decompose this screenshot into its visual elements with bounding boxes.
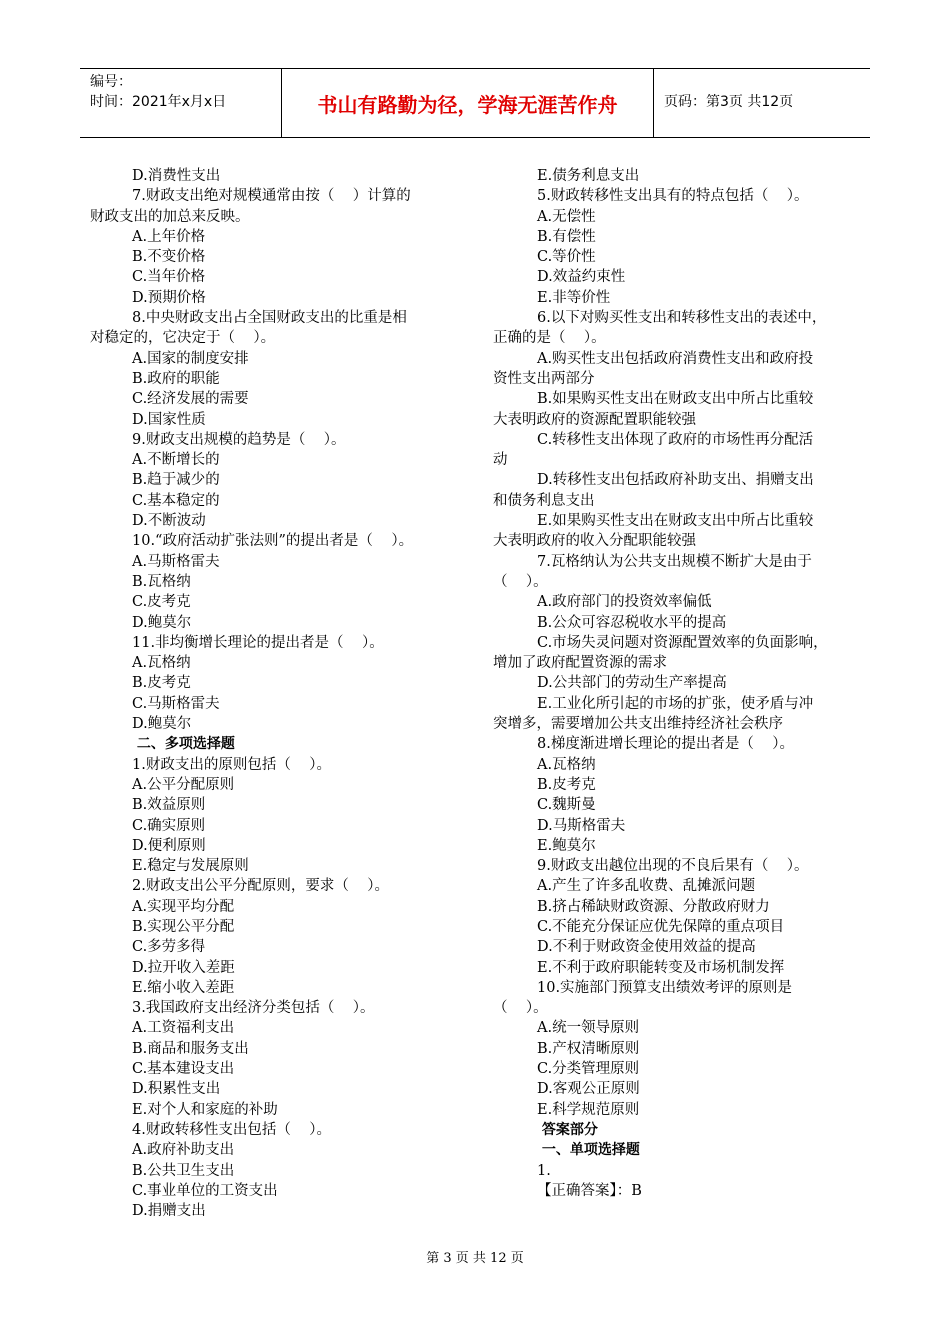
text-line: 对稳定的，它决定于（ ）。: [90, 330, 276, 347]
text-line: E.不利于政府职能转变及市场机制发挥: [537, 959, 785, 976]
text-line: A.无偿性: [537, 208, 596, 225]
text-line: C.魏斯曼: [537, 797, 596, 814]
text-line: 【正确答案】：B: [537, 1182, 642, 1199]
text-line: 二、多项选择题: [132, 736, 235, 753]
text-line: D.客观公正原则: [537, 1081, 640, 1098]
text-line: B.效益原则: [132, 797, 206, 814]
text-line: A.不断增长的: [132, 452, 220, 469]
text-line: B.皮考克: [537, 776, 596, 793]
text-line: 7.财政支出绝对规模通常由按（ ）计算的: [132, 188, 411, 205]
text-line: 8.中央财政支出占全国财政支出的比重是相: [132, 310, 407, 327]
text-line: D.鲍莫尔: [132, 614, 192, 631]
text-line: B.公众可容忍税收水平的提高: [537, 614, 727, 631]
text-line: D.便利原则: [132, 837, 206, 854]
header-divider: [653, 69, 654, 137]
text-line: D.转移性支出包括政府补助支出、捐赠支出: [537, 472, 814, 489]
text-line: D.不断波动: [132, 513, 206, 530]
text-line: 1.: [537, 1162, 551, 1179]
text-line: A.统一领导原则: [537, 1020, 640, 1037]
text-line: 突增多，需要增加公共支出维持经济社会秩序: [493, 716, 783, 733]
text-line: B.瓦格纳: [132, 573, 191, 590]
text-line: （ ）。: [493, 573, 548, 590]
text-line: D.消费性支出: [132, 168, 221, 184]
text-line: 大表明政府的资源配置职能较强: [493, 411, 696, 428]
text-line: E.科学规范原则: [537, 1101, 640, 1118]
text-line: D.预期价格: [132, 289, 206, 306]
text-line: A.国家的制度安排: [132, 350, 249, 367]
text-line: 5.财政转移性支出具有的特点包括（ ）。: [537, 188, 809, 205]
text-line: B.如果购买性支出在财政支出中所占比重较: [537, 391, 814, 408]
text-line: 正确的是（ ）。: [493, 330, 606, 347]
text-line: C.当年价格: [132, 269, 206, 286]
text-line: 9.财政支出规模的趋势是（ ）。: [132, 431, 346, 448]
text-line: E.工业化所引起的市场的扩张，使矛盾与冲: [537, 695, 814, 712]
text-line: A.马斯格雷夫: [132, 553, 220, 570]
text-line: A.实现平均分配: [132, 898, 235, 915]
text-line: C.基本建设支出: [132, 1061, 235, 1078]
text-line: 和债务利息支出: [493, 492, 595, 509]
text-line: C.经济发展的需要: [132, 391, 249, 408]
text-line: C.分类管理原则: [537, 1061, 640, 1078]
text-line: 2.财政支出公平分配原则，要求（ ）。: [132, 878, 390, 895]
text-line: C.皮考克: [132, 594, 191, 611]
text-line: E.如果购买性支出在财政支出中所占比重较: [537, 513, 814, 530]
date-label: 时间：2021年x月x日: [90, 94, 227, 110]
text-line: 增加了政府配置资源的需求: [493, 655, 667, 672]
right-column: [493, 166, 863, 1201]
text-line: 7.瓦格纳认为公共支出规模不断扩大是由于: [537, 553, 812, 570]
text-line: C.不能充分保证应优先保障的重点项目: [537, 918, 785, 935]
text-line: A.政府部门的投资效率偏低: [537, 594, 712, 611]
text-line: E.债务利息支出: [537, 168, 640, 184]
text-line: E.缩小收入差距: [132, 979, 235, 996]
text-line: B.政府的职能: [132, 370, 220, 387]
text-line: A.工资福利支出: [132, 1020, 235, 1037]
text-line: 一、单项选择题: [537, 1142, 640, 1159]
text-line: 4.财政转移性支出包括（ ）。: [132, 1121, 332, 1138]
text-line: 1.财政支出的原则包括（ ）。: [132, 756, 332, 773]
text-line: E.非等价性: [537, 289, 611, 306]
text-line: 10.实施部门预算支出绩效考评的原则是: [537, 979, 793, 996]
text-line: D.公共部门的劳动生产率提高: [537, 675, 727, 692]
text-line: D.积累性支出: [132, 1081, 221, 1098]
text-line: C.多劳多得: [132, 939, 206, 956]
text-line: D.不利于财政资金使用效益的提高: [537, 939, 756, 956]
text-line: D.效益约束性: [537, 269, 626, 286]
text-line: A.公平分配原则: [132, 776, 235, 793]
text-line: A.瓦格纳: [132, 655, 191, 672]
text-line: A.政府补助支出: [132, 1142, 235, 1159]
text-line: 资性支出两部分: [493, 370, 595, 387]
text-line: D.拉开收入差距: [132, 959, 235, 976]
text-line: A.产生了许多乱收费、乱摊派问题: [537, 878, 756, 895]
text-line: B.皮考克: [132, 675, 191, 692]
text-line: B.挤占稀缺财政资源、分散政府财力: [537, 898, 770, 915]
text-line: （ ）。: [493, 1000, 548, 1017]
number-label: 编号：: [90, 74, 132, 90]
text-line: D.捐赠支出: [132, 1203, 206, 1220]
left-column: [90, 166, 462, 1221]
text-line: B.有偿性: [537, 228, 596, 245]
text-line: B.产权清晰原则: [537, 1040, 640, 1057]
text-line: C.市场失灵问题对资源配置效率的负面影响，: [537, 634, 828, 651]
text-line: B.实现公平分配: [132, 918, 235, 935]
text-line: 3.我国政府支出经济分类包括（ ）。: [132, 1000, 375, 1017]
text-line: C.确实原则: [132, 817, 206, 834]
text-line: E.稳定与发展原则: [132, 858, 249, 875]
text-line: A.瓦格纳: [537, 756, 596, 773]
text-line: 6.以下对购买性支出和转移性支出的表述中，: [537, 310, 827, 327]
text-line: 9.财政支出越位出现的不良后果有（ ）。: [537, 858, 809, 875]
text-line: C.基本稳定的: [132, 492, 220, 509]
page-header: [80, 68, 870, 138]
text-line: C.转移性支出体现了政府的市场性再分配活: [537, 431, 814, 448]
text-line: C.事业单位的工资支出: [132, 1182, 278, 1199]
text-line: 财政支出的加总来反映。: [90, 208, 250, 225]
text-line: B.不变价格: [132, 249, 206, 266]
header-meta: [90, 72, 226, 112]
text-line: 11.非均衡增长理论的提出者是（ ）。: [132, 634, 384, 651]
text-line: A.上年价格: [132, 228, 206, 245]
header-motto: 书山有路勤为径，学海无涯苦作舟: [317, 92, 618, 117]
text-line: E.对个人和家庭的补助: [132, 1101, 278, 1118]
text-line: 8.梯度渐进增长理论的提出者是（ ）。: [537, 736, 795, 753]
text-line: B.商品和服务支出: [132, 1040, 249, 1057]
text-line: C.马斯格雷夫: [132, 695, 220, 712]
text-line: 动: [493, 452, 508, 469]
text-line: D.国家性质: [132, 411, 206, 428]
text-line: D.鲍莫尔: [132, 716, 192, 733]
text-line: 答案部分: [537, 1121, 598, 1138]
text-line: B.公共卫生支出: [132, 1162, 235, 1179]
text-line: 大表明政府的收入分配职能较强: [493, 533, 696, 550]
text-line: A.购买性支出包括政府消费性支出和政府投: [537, 350, 814, 367]
header-page-info: 页码：第3页 共12页: [664, 94, 794, 110]
text-line: C.等价性: [537, 249, 596, 266]
text-line: B.趋于减少的: [132, 472, 220, 489]
text-line: 10.“政府活动扩张法则”的提出者是（ ）。: [132, 533, 414, 550]
text-line: E.鲍莫尔: [537, 837, 596, 854]
page-footer: 第 3 页 共 12 页: [426, 1251, 524, 1266]
text-line: D.马斯格雷夫: [537, 817, 626, 834]
